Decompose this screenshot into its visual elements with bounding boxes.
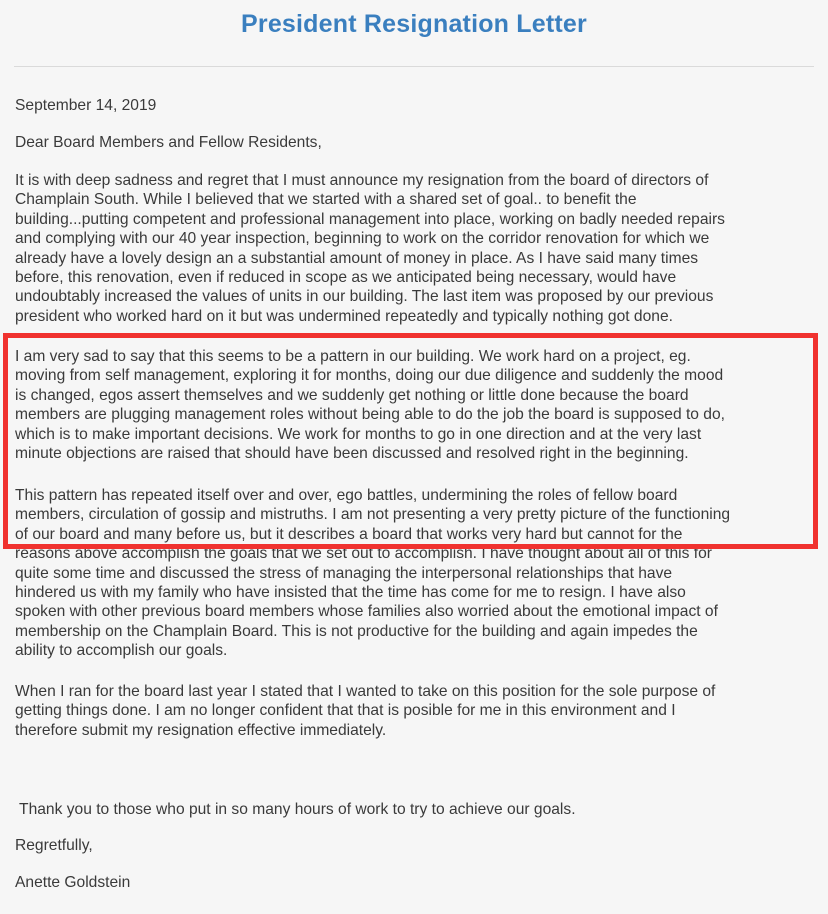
paragraph-line: is changed, egos assert themselves and we suddenly get nothing or little done because the board [15,386,689,404]
paragraph-line: of our board and many before us, but it describes a board that works very hard but cannot for the [15,525,683,543]
title-divider [14,66,814,67]
paragraph-line: This pattern has repeated itself over and over, ego battles, undermining the roles of fellow board [15,487,678,504]
paragraph-line: I am very sad to say that this seems to be a pattern in our building. We work hard on a project, eg. [15,348,691,365]
paragraph-line: Champlain South. While I believed that we started with a shared set of goal.. to benefit the [15,191,637,209]
paragraph-2 [15,347,820,463]
paragraph-line: president who worked hard on it but was undermined repeatedly and typically nothing got done. [15,307,673,325]
paragraph-line: getting things done. I am no longer confident that that is posible for me in this environment and I [15,702,676,720]
paragraph-line: already have a lovely design an a substantial amount of money in place. As I have said many times [15,249,699,267]
paragraph-line: which is to make important decisions. We work for months to go in one direction and at the very last [15,425,702,443]
paragraph-line: When I ran for the board last year I stated that I wanted to take on this position for the sole purpose of [15,683,716,700]
paragraph-line: minute objections are raised that should have been discussed and resolved right in the beginning. [15,445,689,463]
paragraph-line: undoubtably increased the values of units in our building. The last item was proposed by our previous [15,288,714,306]
paragraph-line: and complying with our 40 year inspection, beginning to work on the corridor renovation for which we [15,230,710,248]
paragraph-1 [15,171,820,326]
paragraph-line: It is with deep sadness and regret that I must announce my resignation from the board of directors of [15,172,709,189]
letter-salutation: Dear Board Members and Fellow Residents, [15,134,322,151]
paragraph-line: membership on the Champlain Board. This is not productive for the building and again impedes the [15,622,698,640]
paragraph-line: before, this renovation, even if reduced in scope as we anticipated being necessary, would have [15,269,677,287]
letter-closing: Regretfully, [15,837,93,854]
letter-title: President Resignation Letter [241,10,587,38]
paragraph-line: members are plugging management roles without being able to do the job the board is supposed to do, [15,406,725,424]
paragraph-line: moving from self management, exploring it for months, doing our due diligence and suddenly the mood [15,367,724,385]
letter-signature: Anette Goldstein [15,874,131,891]
paragraph-line: Thank you to those who put in so many hours of work to try to achieve our goals. [15,800,576,818]
paragraph-line: building...putting competent and professional management into place, working on badly needed repairs [15,210,725,228]
letter-date: September 14, 2019 [15,97,157,114]
paragraph-line: members, circulation of gossip and mistruths. I am not presenting a very pretty picture of the functioning [15,506,731,524]
paragraph-line: spoken with other previous board members whose families also worried about the emotional impact of [15,603,718,621]
paragraph-line: ability to accomplish our goals. [15,642,228,660]
paragraph-line: quite some time and discussed the stress of managing the interpersonal relationships that have [15,564,673,582]
paragraph-3 [15,486,820,661]
paragraph-4 [15,682,820,740]
paragraph-line: therefore submit my resignation effective immediately. [15,721,387,739]
paragraph-line: hindered us with my family who have insisted that the time has come for me to resign. I have also [15,584,686,602]
paragraph-line: reasons above accomplish the goals that we set out to accomplish. I have thought about all of this for [15,545,712,563]
